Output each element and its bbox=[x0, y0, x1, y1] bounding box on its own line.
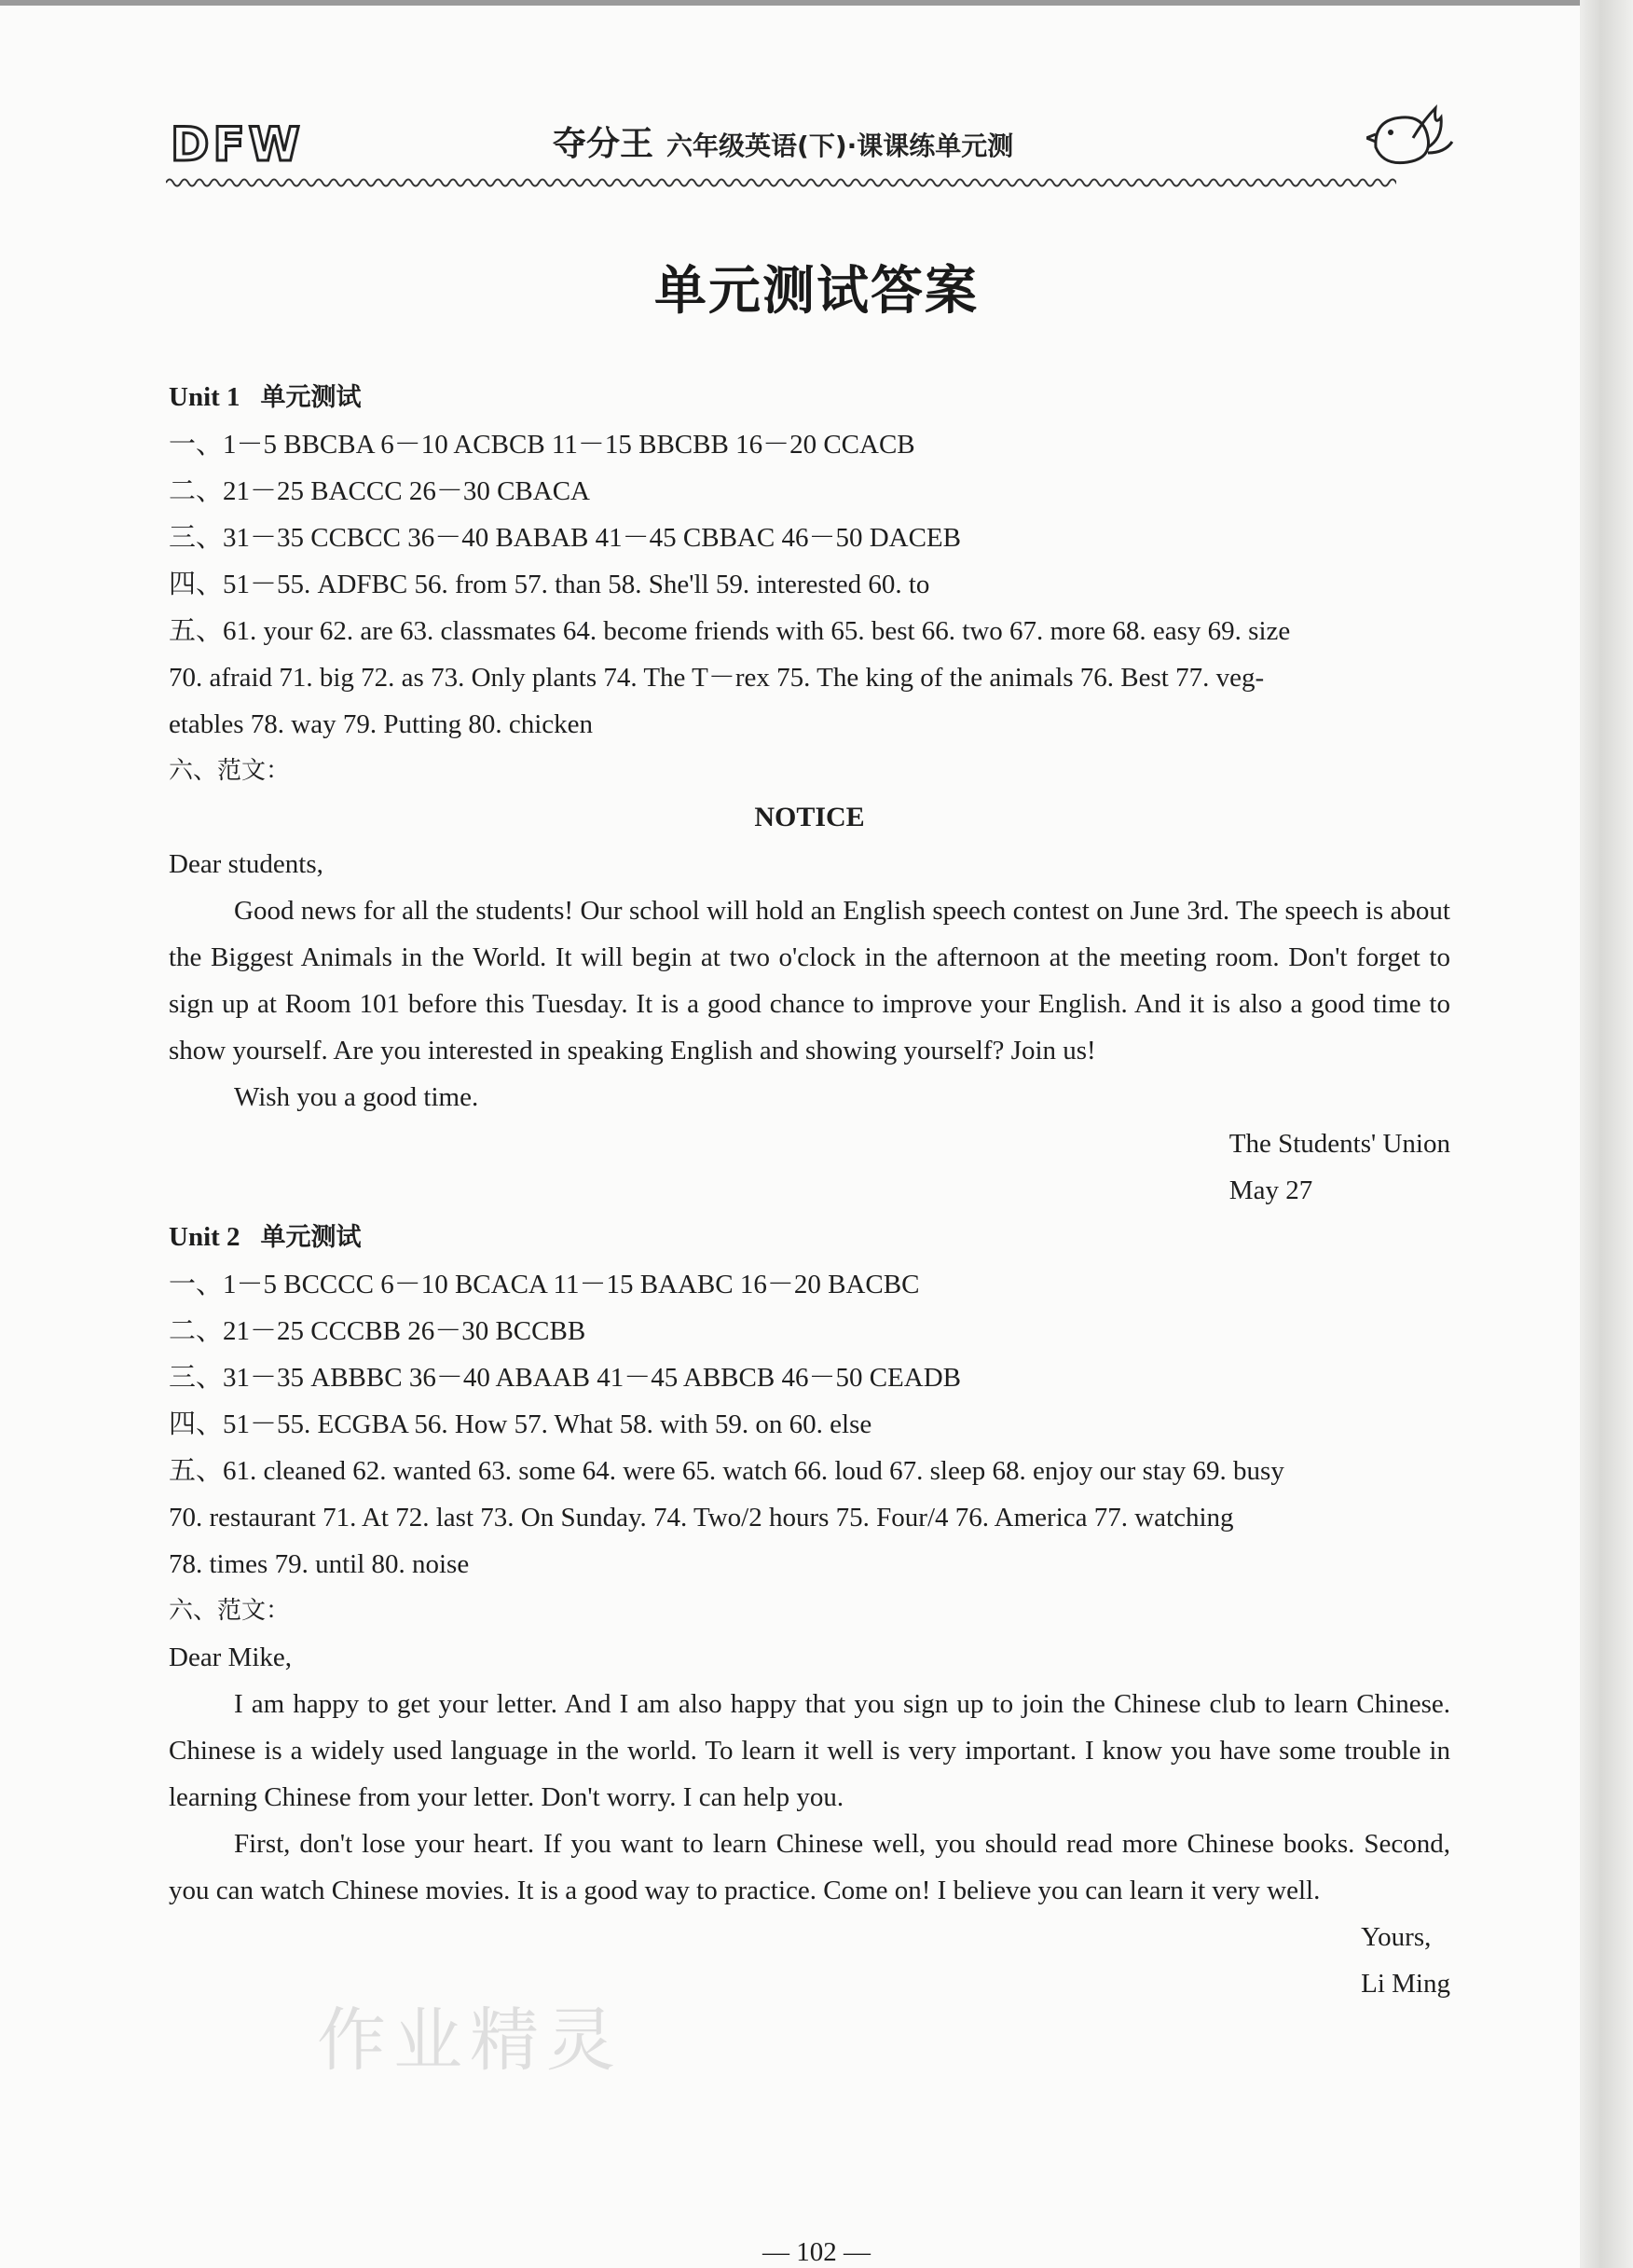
unit1-salutation: Dear students, bbox=[169, 849, 323, 879]
unit2-essay-paragraph: I am happy to get your letter. And I am also happy that you sign up to join the Chinese club to learn Chinese. Chinese is a widely used language in the world. To learn it well is very important. I know you have some trouble in learning Chinese from your letter. Don't worry. I can help you. bbox=[169, 1689, 1450, 1812]
header-title-main: 夺分王 bbox=[553, 125, 654, 163]
bird-icon bbox=[1366, 101, 1456, 175]
unit1-answer-line: etables 78. way 79. Putting 80. chicken bbox=[169, 709, 594, 739]
unit1-sign-date: May 27 bbox=[1228, 1175, 1313, 1205]
unit2-essay-label: 六、范文： bbox=[169, 1597, 291, 1625]
top-border bbox=[0, 0, 1585, 6]
unit2-answer-line: 70. restaurant 71. At 72. last 73. On Sunday. 74. Two/2 hours 75. Four/4 76. America 77. watching bbox=[169, 1503, 1234, 1533]
header-wave-divider bbox=[166, 175, 1396, 190]
unit2-closing: Yours, bbox=[1361, 1922, 1432, 1952]
unit1-heading-en: Unit 1 bbox=[169, 382, 240, 412]
answer-content bbox=[169, 374, 1450, 2007]
unit2-heading-cn: 单元测试 bbox=[260, 1223, 362, 1252]
unit1-signature-block bbox=[1229, 1120, 1450, 1214]
unit1-essay-paragraph: Wish you a good time. bbox=[234, 1082, 479, 1112]
unit1-essay-label: 六、范文： bbox=[169, 757, 291, 785]
notice-title: NOTICE bbox=[754, 802, 865, 832]
unit2-signer: Li Ming bbox=[1361, 1969, 1450, 1999]
unit1-answer-line: 五、61. your 62. are 63. classmates 64. become friends with 65. best 66. two 67. more 68. easy 69. size bbox=[169, 616, 1291, 646]
unit2-answer-line: 78. times 79. until 80. noise bbox=[169, 1549, 470, 1579]
unit2-answer-line: 五、61. cleaned 62. wanted 63. some 64. were 65. watch 66. loud 67. sleep 68. enjoy our stay 69. busy bbox=[169, 1456, 1284, 1486]
unit1-answer-line: 二、21－25 BACCC 26－30 CBACA bbox=[169, 476, 590, 506]
unit1-answer-line: 三、31－35 CCBCC 36－40 BABAB 41－45 CBBAC 46－50 DACEB bbox=[169, 523, 961, 553]
unit2-essay-paragraph: First, don't lose your heart. If you want to learn Chinese well, you should read more Chinese books. Second, you can watch Chinese movies. It is a good way to practice. Come on! I believe you can learn it very well. bbox=[169, 1829, 1450, 1905]
unit1-heading-cn: 单元测试 bbox=[260, 383, 362, 412]
watermark: 作业精灵 bbox=[317, 2000, 623, 2081]
unit1-answer-line: 一、1－5 BBCBA 6－10 ACBCB 11－15 BBCBB 16－20 CCACB bbox=[169, 430, 915, 460]
unit2-heading bbox=[169, 1214, 1450, 1261]
unit1-answer-line: 70. afraid 71. big 72. as 73. Only plants 74. The T－rex 75. The king of the animals 76. Best 77. veg- bbox=[169, 663, 1265, 693]
unit2-heading-en: Unit 2 bbox=[169, 1222, 240, 1252]
unit1-essay-paragraph: Good news for all the students! Our school will hold an English speech contest on June 3rd. The speech is about the Biggest Animals in the World. It will begin at two o'clock in the afternoon at the meeting room. Don't forget to sign up at Room 101 before this Tuesday. It is a good chance to improve your English. And it is also a good time to show yourself. Are you interested in speaking English and showing yourself? Join us! bbox=[169, 896, 1450, 1065]
unit2-answer-line: 三、31－35 ABBBC 36－40 ABAAB 41－45 ABBCB 46－50 CEADB bbox=[169, 1363, 961, 1393]
page-edge-shadow bbox=[1580, 0, 1633, 2268]
unit2-answer-line: 四、51－55. ECGBA 56. How 57. What 58. with 59. on 60. else bbox=[169, 1409, 872, 1439]
unit1-answer-line: 四、51－55. ADFBC 56. from 57. than 58. She'll 59. interested 60. to bbox=[169, 570, 930, 599]
unit2-answer-line: 一、1－5 BCCCC 6－10 BCACA 11－15 BAABC 16－20 BACBC bbox=[169, 1270, 920, 1299]
unit2-salutation: Dear Mike, bbox=[169, 1643, 293, 1672]
unit2-signature-block bbox=[1361, 1914, 1450, 2007]
unit1-sign-from: The Students' Union bbox=[1228, 1129, 1450, 1159]
page-title: 单元测试答案 bbox=[654, 261, 979, 322]
unit1-heading bbox=[169, 374, 1450, 421]
page-number: — 102 — bbox=[762, 2237, 871, 2267]
unit2-answer-line: 二、21－25 CCCBB 26－30 BCCBB bbox=[169, 1316, 586, 1346]
dfw-logo: DFW bbox=[171, 117, 304, 172]
unit1-signature bbox=[169, 1120, 1450, 1214]
header-title bbox=[553, 125, 1014, 163]
header-title-sub: 六年级英语(下)·课课练单元测 bbox=[666, 131, 1014, 161]
